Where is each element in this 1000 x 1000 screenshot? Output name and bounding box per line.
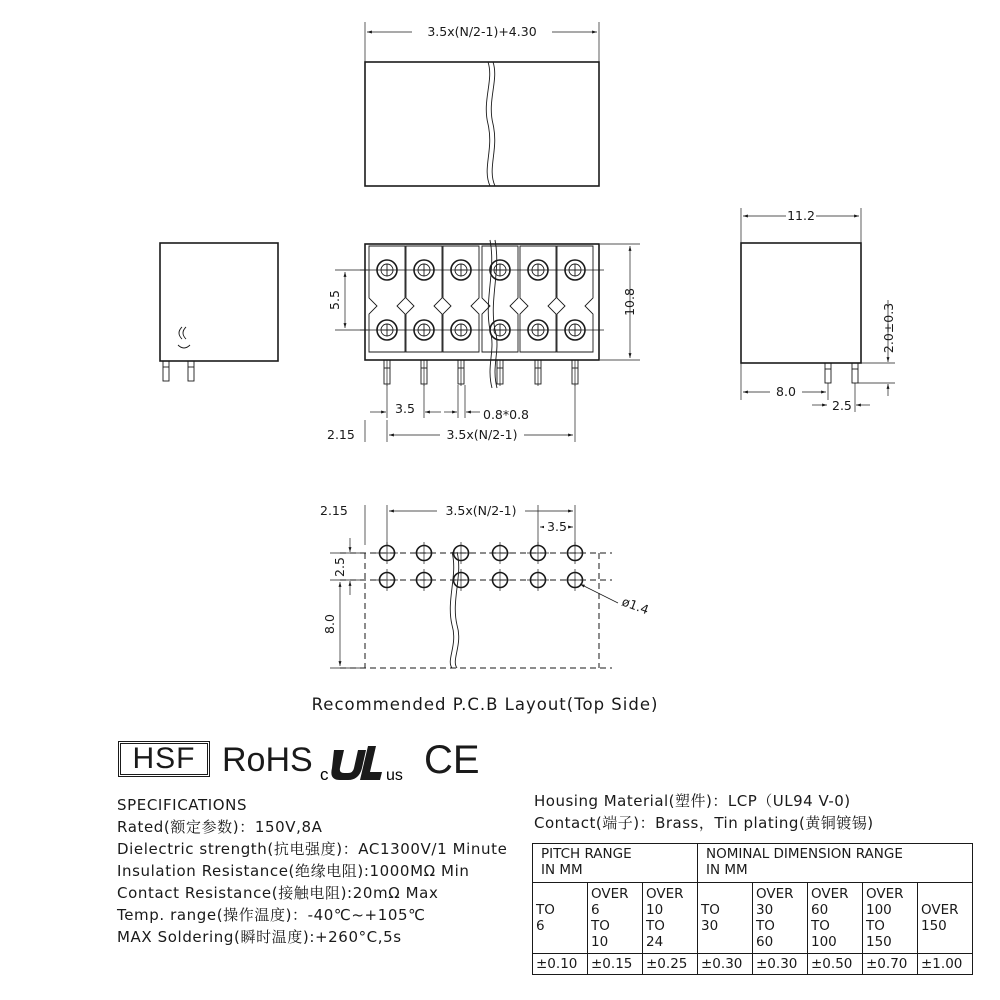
break-line (488, 240, 492, 388)
pitch-range-cell: OVER 6 TO 10 (588, 883, 643, 954)
pitch-range-cell: OVER 10 TO 24 (643, 883, 698, 954)
front-pin-label: 0.8*0.8 (483, 407, 530, 422)
pitch-range-header: PITCH RANGE IN MM (533, 844, 698, 883)
pitch-tolerance-cell: ±0.10 (533, 954, 588, 975)
pcb-hole-label: ø1.4 (619, 593, 651, 618)
pitch-tolerance-cell: ±0.25 (643, 954, 698, 975)
specifications (117, 794, 507, 948)
nominal-range-cell: OVER 150 (918, 883, 973, 954)
pcb-layout (312, 503, 659, 714)
spec-insulation: Insulation Resistance(绝缘电阻):1000MΩ Min (117, 862, 470, 880)
front-edge-label: 2.15 (327, 427, 355, 442)
front-pitch-label: 3.5 (395, 401, 415, 416)
nominal-range-cell: OVER 30 TO 60 (753, 883, 808, 954)
hsf-logo: HSF (118, 741, 210, 777)
spec-temp-range: Temp. range(操作温度)：-40℃~+105℃ (117, 906, 426, 924)
certification-logos (118, 738, 498, 786)
spec-dielectric: Dielectric strength(抗电强度)：AC1300V/1 Minute (117, 840, 508, 858)
pitch-range-cell: TO 6 (533, 883, 588, 954)
ul-logo (318, 740, 418, 784)
top-view (365, 22, 599, 186)
front-height-label: 10.8 (622, 288, 637, 316)
housing-material: Housing Material(塑件)：LCP（UL94 V-0) (534, 792, 851, 810)
tolerance-table (532, 843, 973, 975)
top-width-label: 3.5x(N/2-1)+4.30 (427, 24, 537, 39)
side-width-label: 11.2 (787, 208, 815, 223)
front-span-label: 3.5x(N/2-1) (446, 427, 518, 442)
side-pin-offset-label: 8.0 (776, 384, 796, 399)
nominal-tolerance-cell: ±0.50 (808, 954, 863, 975)
rohs-logo: RoHS (222, 741, 313, 779)
ul-us-mark: us (386, 767, 403, 784)
left-side-view (160, 243, 278, 381)
nominal-tolerance-cell: ±0.30 (753, 954, 808, 975)
side-pin-pitch-label: 2.5 (832, 398, 852, 413)
nominal-range-header: NOMINAL DIMENSION RANGE IN MM (698, 844, 973, 883)
pcb-span-label: 3.5x(N/2-1) (445, 503, 517, 518)
side-pin-length-label: 2.0±0.3 (881, 302, 896, 354)
pcb-caption: Recommended P.C.B Layout(Top Side) (311, 695, 659, 714)
pcb-edge-label: 2.15 (320, 503, 348, 518)
spec-rated: Rated(额定参数)：150V,8A (117, 818, 323, 836)
nominal-tolerance-cell: ±0.70 (863, 954, 918, 975)
nominal-range-cell: OVER 100 TO 150 (863, 883, 918, 954)
pcb-depth-label: 8.0 (322, 614, 337, 634)
materials (534, 790, 874, 834)
pcb-pitch-label: 3.5 (547, 519, 567, 534)
ul-c-mark: c (320, 765, 329, 784)
contact-material: Contact(端子)：Brass，Tin plating(黄铜镀锡) (534, 814, 874, 832)
right-side-view (741, 208, 896, 413)
ce-logo: CE (424, 738, 480, 782)
nominal-tolerance-cell: ±1.00 (918, 954, 973, 975)
front-view (360, 240, 604, 388)
nominal-tolerance-cell: ±0.30 (698, 954, 753, 975)
pcb-row-pitch-label: 2.5 (332, 557, 347, 577)
specifications-title: SPECIFICATIONS (117, 796, 248, 814)
nominal-range-cell: TO 30 (698, 883, 753, 954)
nominal-range-cell: OVER 60 TO 100 (808, 883, 863, 954)
front-row-pitch-label: 5.5 (327, 290, 342, 310)
spec-contact-resistance: Contact Resistance(接触电阻):20mΩ Max (117, 884, 439, 902)
pitch-tolerance-cell: ±0.15 (588, 954, 643, 975)
spec-soldering: MAX Soldering(瞬时温度):+260°C,5s (117, 928, 402, 946)
